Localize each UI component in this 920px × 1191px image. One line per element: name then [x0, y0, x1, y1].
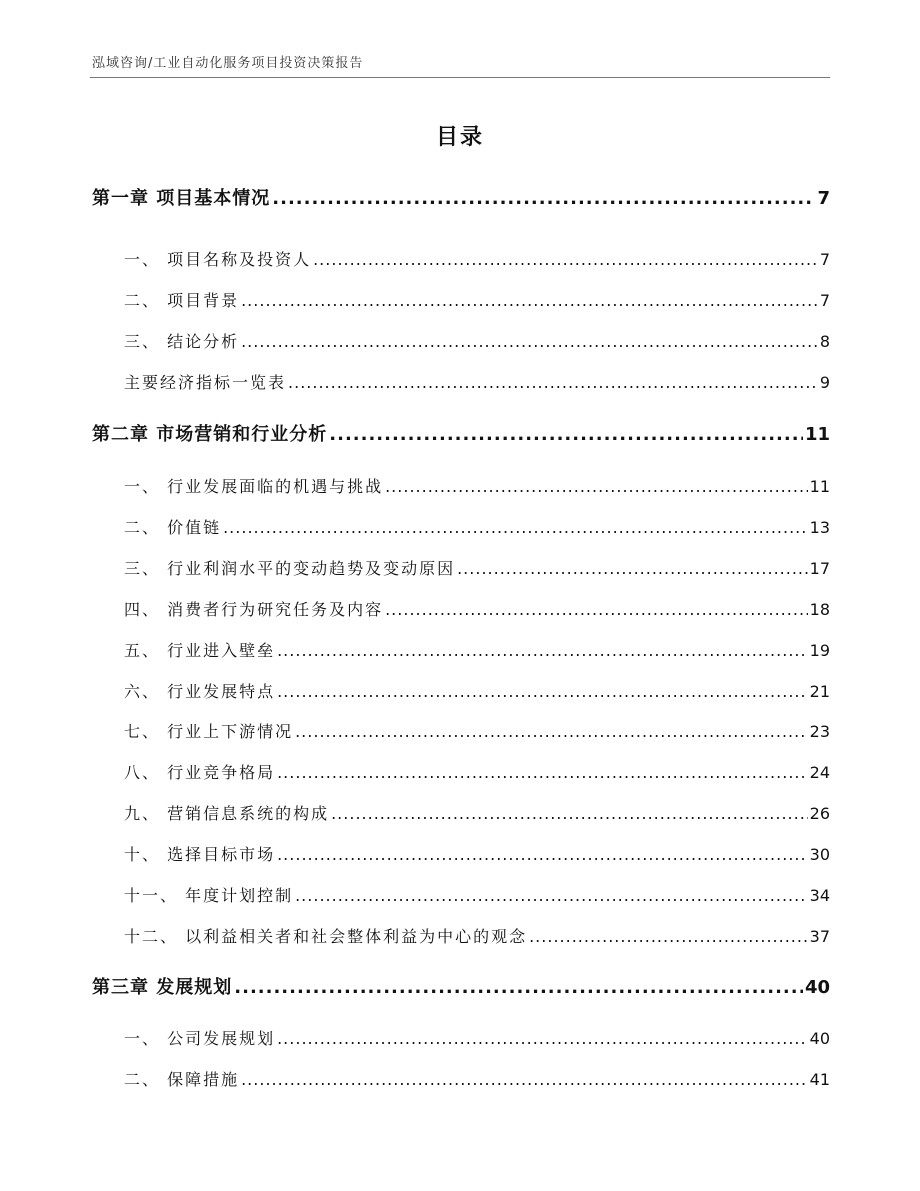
dot-leader [277, 845, 808, 864]
toc-chapter-1[interactable] [92, 184, 830, 210]
toc-entry-page: 17 [809, 559, 830, 578]
toc-section[interactable] [124, 1026, 830, 1049]
toc-entry-page: 8 [819, 332, 830, 351]
toc-section[interactable] [124, 842, 830, 865]
toc-title: 目录 [435, 125, 484, 150]
toc-entry-label: 一、 项目名称及投资人 [124, 250, 312, 269]
toc-section[interactable] [124, 515, 830, 538]
dot-leader [223, 518, 808, 537]
dot-leader [295, 722, 808, 741]
toc-entry-page: 37 [809, 927, 830, 946]
dot-leader [277, 641, 808, 660]
toc-entry-label: 一、 公司发展规划 [124, 1029, 276, 1048]
toc-section[interactable] [124, 883, 830, 906]
dot-leader [295, 886, 808, 905]
toc-section[interactable] [124, 719, 830, 742]
toc-entry-page: 9 [819, 373, 830, 392]
toc-entry-label: 第二章 市场营销和行业分析 [92, 424, 328, 445]
toc-entry-page: 13 [809, 518, 830, 537]
dot-leader [313, 250, 818, 269]
dot-leader [277, 682, 808, 701]
toc-chapter-2[interactable] [92, 420, 830, 446]
toc-entry-label: 主要经济指标一览表 [124, 373, 287, 392]
toc-entry-page: 23 [809, 722, 830, 741]
toc-entry-label: 七、 行业上下游情况 [124, 722, 294, 741]
toc-entry-label: 第三章 发展规划 [92, 977, 233, 998]
toc-entry-page: 7 [819, 250, 830, 269]
toc-section[interactable] [124, 924, 830, 947]
toc-section[interactable] [124, 329, 830, 352]
dot-leader [529, 927, 808, 946]
toc-entry-page: 7 [819, 291, 830, 310]
toc-entry-label: 三、 结论分析 [124, 332, 240, 351]
toc-entry-label: 十、 选择目标市场 [124, 845, 276, 864]
toc-entry-page: 7 [817, 188, 830, 209]
toc-section[interactable] [124, 760, 830, 783]
header-divider [90, 77, 830, 78]
toc-entry-page: 30 [809, 845, 830, 864]
toc-section[interactable] [124, 597, 830, 620]
toc-entry-label: 八、 行业竞争格局 [124, 763, 276, 782]
toc-section[interactable] [124, 801, 830, 824]
toc-entry-label: 五、 行业进入壁垒 [124, 641, 276, 660]
toc-entry-page: 40 [804, 977, 830, 998]
toc-entry-label: 二、 项目背景 [124, 291, 240, 310]
toc-entry-label: 三、 行业利润水平的变动趋势及变动原因 [124, 559, 456, 578]
dot-leader [277, 1029, 808, 1048]
toc-section[interactable] [124, 638, 830, 661]
dot-leader [241, 1070, 808, 1089]
dot-leader [457, 559, 808, 578]
toc-entry-label: 十二、 以利益相关者和社会整体利益为中心的观念 [124, 927, 528, 946]
toc-entry-label: 二、 价值链 [124, 518, 222, 537]
toc-entry-page: 19 [809, 641, 830, 660]
dot-leader [329, 424, 803, 445]
toc-entry-page: 21 [809, 682, 830, 701]
toc-entry-label: 四、 消费者行为研究任务及内容 [124, 600, 384, 619]
toc-entry-page: 40 [809, 1029, 830, 1048]
toc-section[interactable] [124, 1067, 830, 1090]
toc-section[interactable] [124, 474, 830, 497]
dot-leader [241, 291, 818, 310]
dot-leader [277, 763, 808, 782]
dot-leader [272, 188, 815, 209]
toc-entry-label: 十一、 年度计划控制 [124, 886, 294, 905]
toc-entry-page: 18 [809, 600, 830, 619]
toc-entry-page: 34 [809, 886, 830, 905]
toc-entry-page: 26 [809, 804, 830, 823]
dot-leader [385, 600, 808, 619]
toc-entry-page: 41 [809, 1070, 830, 1089]
toc-entry-page: 11 [809, 477, 830, 496]
dot-leader [241, 332, 818, 351]
dot-leader [234, 977, 803, 998]
toc-entry-page: 11 [804, 424, 830, 445]
toc-entry-label: 第一章 项目基本情况 [92, 188, 271, 209]
toc-entry-page: 24 [809, 763, 830, 782]
toc-section[interactable] [124, 679, 830, 702]
dot-leader [288, 373, 818, 392]
toc-section[interactable] [124, 288, 830, 311]
toc-chapter-3[interactable] [92, 973, 830, 999]
toc-entry-label: 九、 营销信息系统的构成 [124, 804, 330, 823]
toc-section[interactable] [124, 370, 830, 393]
toc-entry-label: 二、 保障措施 [124, 1070, 240, 1089]
dot-leader [331, 804, 808, 823]
toc-entry-label: 六、 行业发展特点 [124, 682, 276, 701]
dot-leader [385, 477, 808, 496]
running-header: 泓域咨询/工业自动化服务项目投资决策报告 [92, 56, 364, 71]
toc-section[interactable] [124, 247, 830, 270]
toc-section[interactable] [124, 556, 830, 579]
toc-entry-label: 一、 行业发展面临的机遇与挑战 [124, 477, 384, 496]
